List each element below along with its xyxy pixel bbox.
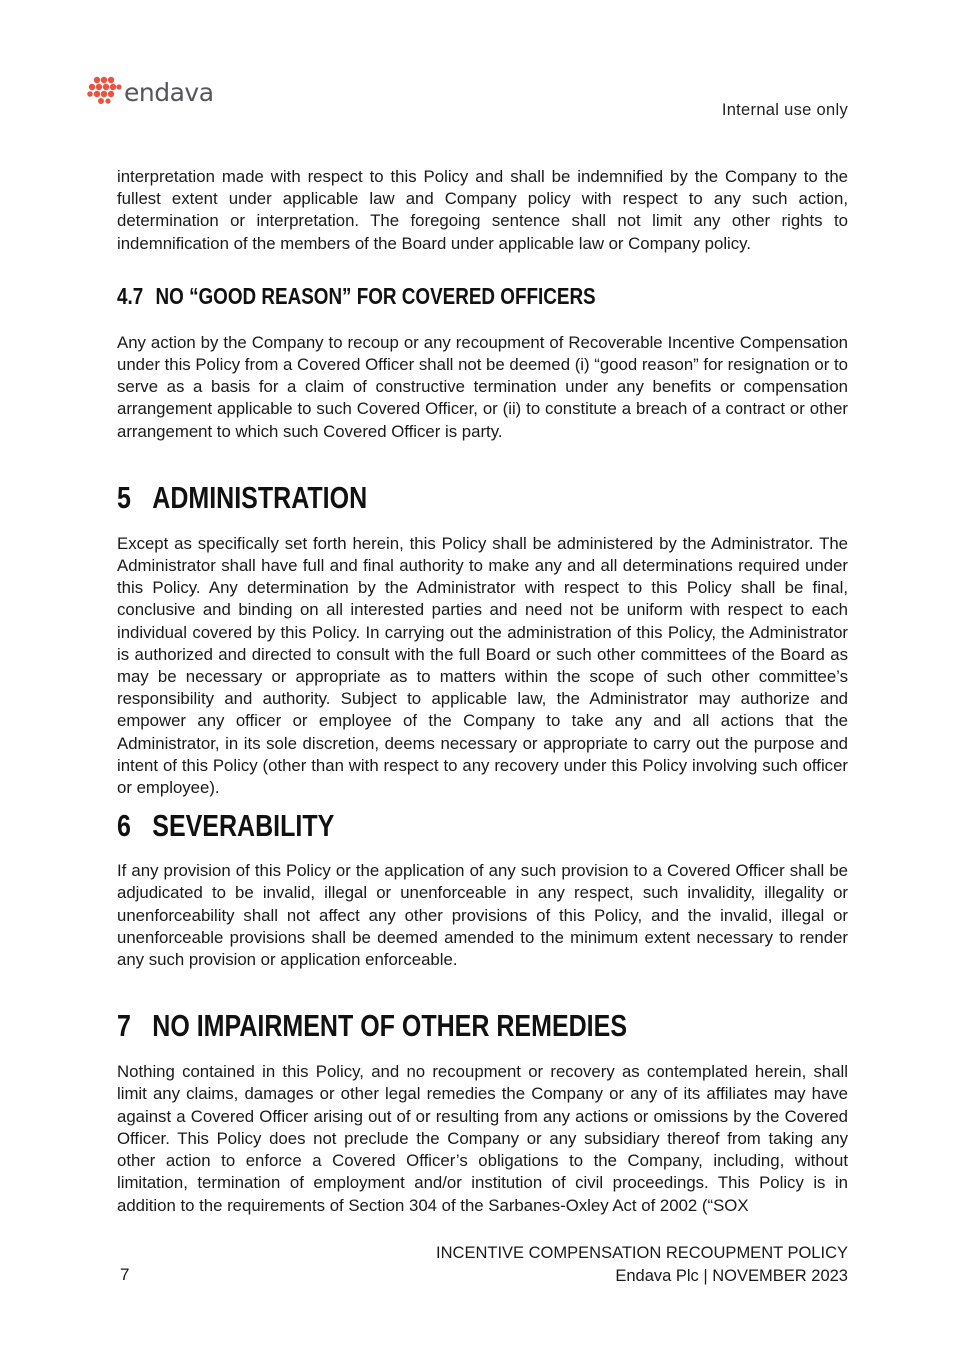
section-number: 4.7	[117, 282, 144, 309]
section-title: SEVERABILITY	[152, 809, 335, 844]
section-7-heading	[117, 1008, 716, 1044]
document-body	[117, 166, 848, 1217]
section-title: NO “GOOD REASON” FOR COVERED OFFICERS	[155, 282, 596, 309]
endava-logo-icon	[86, 76, 122, 106]
section-4-7-paragraph: Any action by the Company to recoup or any recoupment of Recoverable Incentive Compensation under this Policy from a Covered Officer shall not be deemed (i) “good reason” for resignation or to serve as a basis for a claim of constructive termination under any benefits or compensation arrangement applicable to such Covered Officer, or (ii) to constitute a breach of a contract or other arrangement to which such Covered Officer is party.	[117, 332, 848, 441]
section-7-paragraph: Nothing contained in this Policy, and no recoupment or recovery as contemplated herein, shall limit any claims, damages or other legal remedies the Company or any of its affiliates may have against a Covered Officer arising out of or resulting from any actions or omissions by the Covered Officer. This Policy does not preclude the Company or any subsidiary thereof from taking any other action to enforce a Covered Officer’s obligations to the Company, including, without limitation, termination of employment and/or institution of civil proceedings. This Policy is in addition to the requirements of Section 304 of the Sarbanes-Oxley Act of 2002 (“SOX	[117, 1062, 848, 1215]
section-5-heading	[117, 480, 716, 516]
section-6-heading	[117, 808, 716, 844]
section-number: 5	[117, 480, 131, 515]
section-title: NO IMPAIRMENT OF OTHER REMEDIES	[152, 1009, 628, 1044]
section-title: ADMINISTRATION	[152, 480, 368, 515]
section-number: 7	[117, 1009, 131, 1044]
section-6-paragraph: If any provision of this Policy or the application of any such provision to a Covered Officer shall be adjudicated to be invalid, illegal or unenforceable in any respect, such invalidity, illegality or unenforceability shall not affect any other provisions of this Policy, and the invalid, illegal or unenforceable provisions shall be deemed amended to the minimum extent necessary to render any such provision or application enforceable.	[117, 861, 848, 970]
classification-label: Internal use only	[721, 101, 848, 119]
section-4-7-heading	[117, 282, 716, 310]
logo-wordmark: endava	[124, 78, 214, 107]
footer-company-date: Endava Plc | NOVEMBER 2023	[615, 1266, 848, 1285]
section-5-paragraph: Except as specifically set forth herein, this Policy shall be administered by the Administrator. The Administrator shall have full and final authority to make any and all determinations required under this Policy. Any determination by the Administrator with respect to this Policy shall be final, conclusive and binding on all interested parties and need not be uniform with respect to each individual covered by this Policy. In carrying out the administration of this Policy, the Administrator is authorized and directed to consult with the full Board or such other committees of the Board as may be necessary or appropriate as to matters within the scope of such other committee’s responsibility and authority. Subject to applicable law, the Administrator may authorize and empower any officer or employee of the Company to take any and all actions that the Administrator, in its sole discretion, deems necessary or appropriate to carry out the purpose and intent of this Policy (other than with respect to any recovery under this Policy involving such officer or employee).	[117, 533, 848, 798]
intro-paragraph: interpretation made with respect to this Policy and shall be indemnified by the Company to the fullest extent under applicable law and Company policy with respect to any such action, determination or interpretation. The foregoing sentence shall not limit any other rights to indemnification of the members of the Board under applicable law or Company policy.	[117, 167, 848, 253]
section-number: 6	[117, 809, 131, 844]
company-logo	[86, 76, 214, 106]
footer-document-info	[436, 1242, 848, 1287]
page-number: 7	[120, 1265, 130, 1284]
footer-policy-title: INCENTIVE COMPENSATION RECOUPMENT POLICY	[436, 1244, 848, 1262]
